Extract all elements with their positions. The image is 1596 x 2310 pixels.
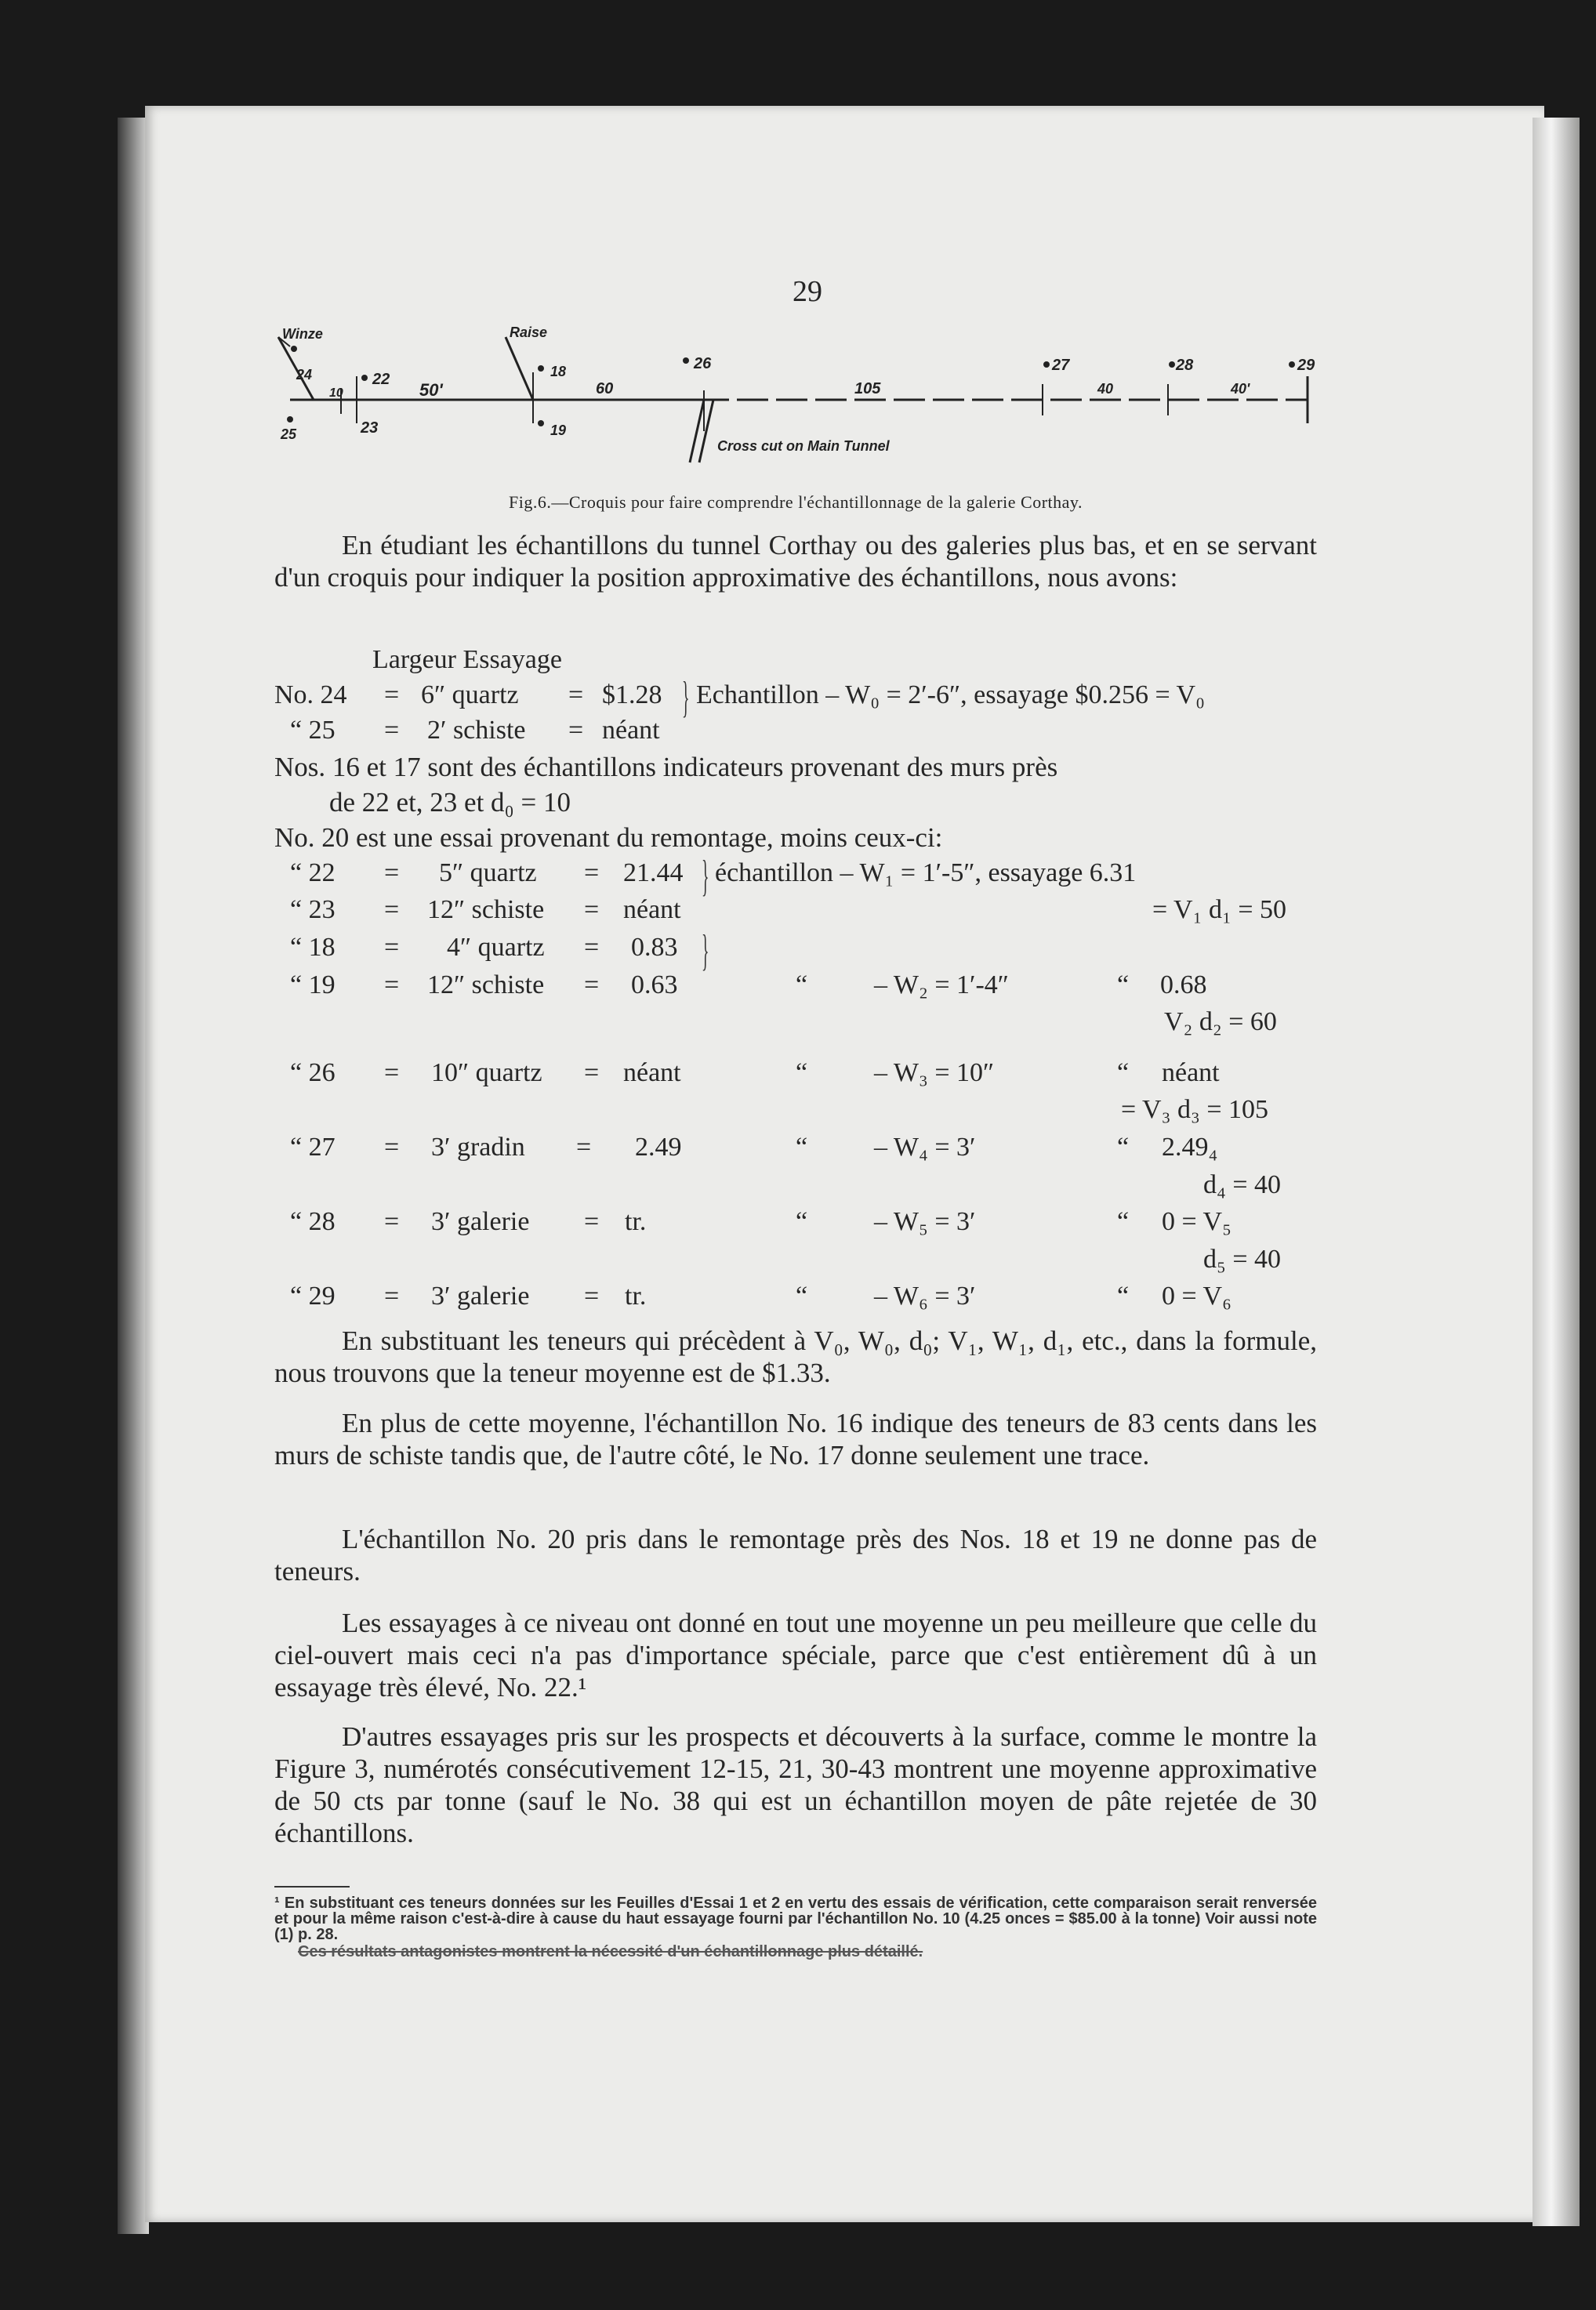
row-19-ditto: “ [796,970,808,999]
label-40b: 40' [1231,381,1250,397]
row-29-assay: tr. [625,1282,647,1311]
row-26-width2: – W₃ = 10″ [874,1058,995,1087]
row-22-no: “ 22 [290,858,336,887]
row-28-value: 0 = V₅ [1162,1207,1231,1236]
brace-22-23: } [702,852,709,901]
row-29-width2: – W₆ = 3′ [874,1282,976,1311]
brace-18-19: } [702,927,709,975]
row-19-assay: 0.63 [631,970,678,999]
row-19-eq2: = [584,970,600,999]
row-25-assay: néant [602,716,660,745]
row-26-assay: néant [623,1058,681,1087]
row-24-sample: Echantillon – W₀ = 2′-6″, essayage $0.256 = V₀ [696,680,1205,709]
row-19-result: V₂ d₂ = 60 [1164,1007,1277,1036]
row-24-eq: = [384,680,400,709]
row-25-width: 2′ schiste [427,716,526,745]
label-19: 19 [550,422,567,438]
row-27-no: “ 27 [290,1133,336,1162]
brace-24-25: } [682,673,690,722]
no-20-line: No. 20 est une essai provenant du remontage, moins ceux-ci: [274,822,943,853]
label-28: 28 [1176,357,1194,374]
row-27-value: 2.49₄ [1162,1133,1218,1162]
row-28-width2: – W₅ = 3′ [874,1207,976,1236]
row-28-ditto2: “ [1117,1207,1130,1236]
label-40a: 40 [1097,381,1114,397]
label-27: 27 [1052,357,1070,374]
row-24-no: No. 24 [274,680,347,709]
row-27-eq: = [384,1133,400,1162]
label-105: 105 [854,380,881,397]
row-23-no: “ 23 [290,895,336,924]
row-28-result: d₅ = 40 [1203,1245,1282,1274]
row-18-assay: 0.83 [631,933,678,962]
paragraph-3: L'échantillon No. 20 pris dans le remontage près des Nos. 18 et 19 ne donne pas de teneurs. [274,1524,1317,1587]
row-27-width2: – W₄ = 3′ [874,1133,976,1162]
row-19-width: 12″ schiste [427,970,545,999]
label-18: 18 [550,364,567,379]
label-50: 50' [419,380,443,400]
row-27-eq2: = [576,1133,592,1162]
row-29-ditto2: “ [1117,1282,1130,1311]
row-28-eq2: = [584,1207,600,1236]
row-29-value: 0 = V₆ [1162,1282,1231,1311]
row-23-assay: néant [623,895,681,924]
intro-paragraph: En étudiant les échantillons du tunnel Corthay ou des galeries plus bas, et en se servant d'un croquis pour indiquer la position approximative des échantillons, nous avons: [274,530,1317,593]
label-60: 60 [596,380,614,397]
footnote: ¹ En substituant ces teneurs données sur les Feuilles d'Essai 1 et 2 en vertu des essais de vérification, cette comparaison serait renversée et pour la même raison c'est-à-dire à cause du haut essayage fourni par l'échantillon No. 10 (4.25 onces = $85.00 à la tonne) Voir aussi note (1) p. 28. [274,1895,1317,1943]
row-26-ditto: “ [796,1058,808,1087]
row-22-sample: échantillon – W₁ = 1′-5″, essayage 6.31 [715,858,1137,887]
row-25-eq2: = [568,716,584,745]
row-26-value: néant [1162,1058,1220,1087]
row-23-eq: = [384,895,400,924]
footnote-rule [274,1886,350,1888]
label-crosscut: Cross cut on Main Tunnel [717,438,890,454]
paragraph-1: En substituant les teneurs qui précèdent à V₀, W₀, d₀; V₁, W₁, d₁, etc., dans la formule, nous trouvons que la teneur moyenne est de $1.33. [274,1325,1317,1388]
row-23-width: 12″ schiste [427,895,545,924]
row-24-width: 6″ quartz [421,680,519,709]
row-18-eq: = [384,933,400,962]
row-26-result: = V₃ d₃ = 105 [1121,1095,1268,1124]
row-26-ditto2: “ [1117,1058,1130,1087]
row-19-no: “ 19 [290,970,336,999]
tunnel-sketch [274,321,1325,478]
row-26-eq: = [384,1058,400,1087]
row-24-eq2: = [568,680,584,709]
footnote-crossed-out: Ces résultats antagonistes montrent la nécessité d'un échantillonnage plus détaillé. [298,1943,923,1960]
figure-sketch [274,321,1325,478]
row-28-no: “ 28 [290,1207,336,1236]
row-28-width: 3′ galerie [431,1207,530,1236]
row-26-no: “ 26 [290,1058,336,1087]
row-27-result: d₄ = 40 [1203,1170,1282,1199]
book-spine-left [118,118,149,2234]
row-22-eq2: = [584,858,600,887]
nos-16-17-line: Nos. 16 et 17 sont des échantillons indicateurs provenant des murs près [274,752,1058,782]
row-29-no: “ 29 [290,1282,336,1311]
figure-caption: Fig.6.—Croquis pour faire comprendre l'échantillonnage de la galerie Corthay. [509,492,1083,512]
row-22-eq: = [384,858,400,887]
row-22-assay: 21.44 [623,858,684,887]
row-28-eq: = [384,1207,400,1236]
row-25-no: “ 25 [290,716,336,745]
row-26-width: 10″ quartz [431,1058,542,1087]
row-29-eq: = [384,1282,400,1311]
label-23: 23 [361,419,379,437]
row-27-width: 3′ gradin [431,1133,525,1162]
row-18-width: 4″ quartz [447,933,545,962]
row-26-eq2: = [584,1058,600,1087]
row-27-ditto2: “ [1117,1133,1130,1162]
label-22: 22 [372,371,390,388]
row-29-ditto: “ [796,1282,808,1311]
row-18-no: “ 18 [290,933,336,962]
row-28-assay: tr. [625,1207,647,1236]
label-24: 24 [296,367,313,383]
row-27-assay: 2.49 [635,1133,682,1162]
table-header: Largeur Essayage [372,645,562,674]
row-19-value: 0.68 [1160,970,1207,999]
row-19-eq: = [384,970,400,999]
label-raise: Raise [510,325,548,340]
label-10: 10 [329,386,343,400]
row-23-eq2: = [584,895,600,924]
row-23-result: = V₁ d₁ = 50 [1152,895,1286,924]
label-29: 29 [1297,357,1315,374]
row-25-eq: = [384,716,400,745]
book-edge-right [1533,118,1580,2226]
row-19-width2: – W₂ = 1′-4″ [874,970,1009,999]
paragraph-4: Les essayages à ce niveau ont donné en tout une moyenne un peu meilleure que celle du ciel-ouvert mais ceci n'a pas d'importance spéciale, parce que c'est entièrement dû à un essayage très élevé, No. 22.¹ [274,1608,1317,1703]
label-25: 25 [281,426,297,442]
row-18-eq2: = [584,933,600,962]
paragraph-5: D'autres essayages pris sur les prospects et découverts à la surface, comme le montre la Figure 3, numérotés consécutivement 12-15, 21, 30-43 montrent une moyenne approximative de 50 cts par tonne (sauf le No. 38 qui est un échantillon moyen de pâte rejetée de 30 échantillons. [274,1721,1317,1848]
row-27-ditto: “ [796,1133,808,1162]
nos-16-17-line2: de 22 et, 23 et d₀ = 10 [329,787,571,818]
paragraph-2: En plus de cette moyenne, l'échantillon No. 16 indique des teneurs de 83 cents dans les murs de schiste tandis que, de l'autre côté, le No. 17 donne seulement une trace. [274,1408,1317,1470]
row-19-ditto2: “ [1117,970,1130,999]
row-28-ditto: “ [796,1207,808,1236]
page-number: 29 [793,275,822,308]
row-24-assay: $1.28 [602,680,662,709]
row-29-eq2: = [584,1282,600,1311]
row-22-width: 5″ quartz [439,858,537,887]
label-26: 26 [694,355,712,372]
row-29-width: 3′ galerie [431,1282,530,1311]
label-winze: Winze [282,326,323,342]
